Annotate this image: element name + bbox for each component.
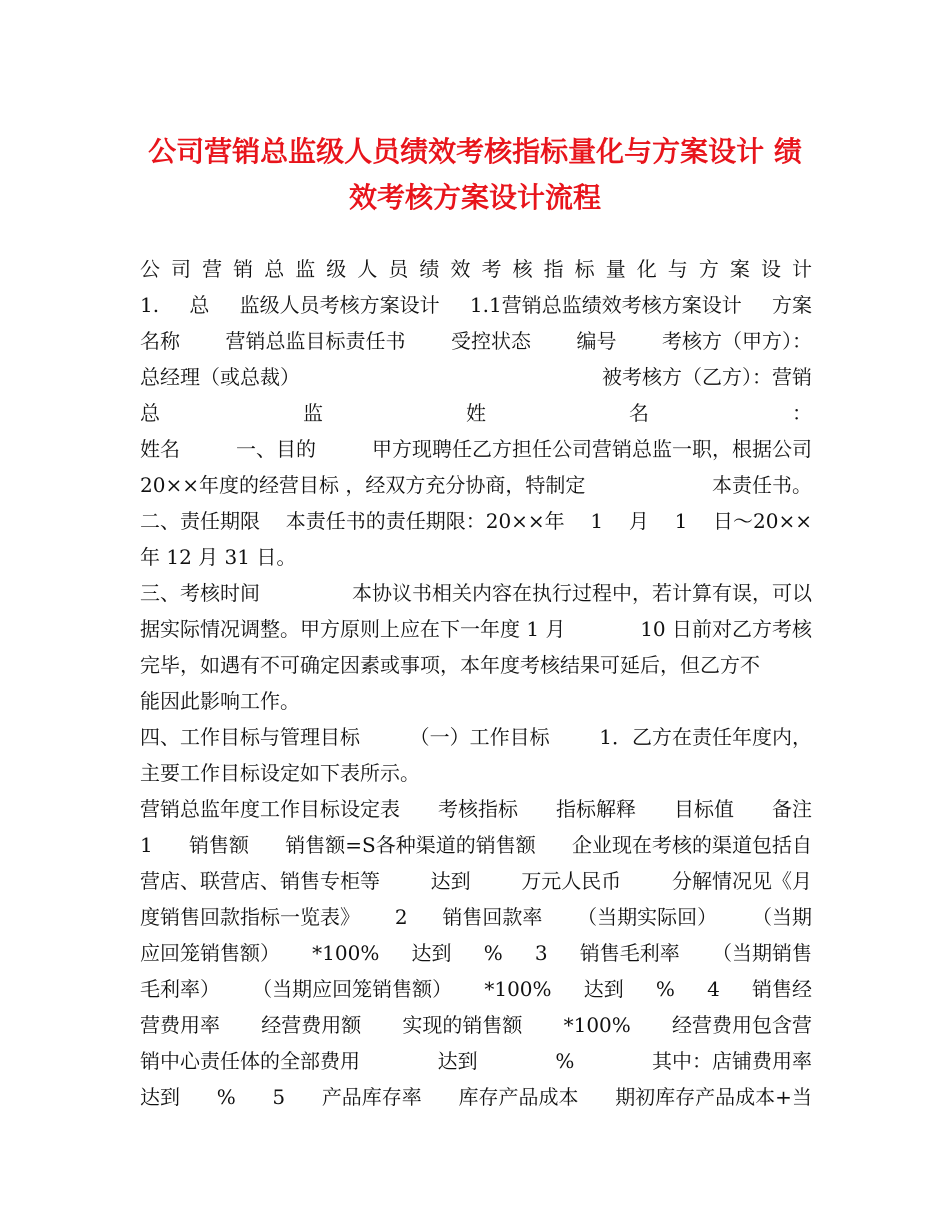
body-line [140, 935, 812, 971]
body-line [140, 863, 812, 899]
document-title-line-1: 公司营销总监级人员绩效考核指标量化与方案设计 绩 [148, 135, 802, 168]
body-line [140, 683, 812, 719]
body-line-segment: 月 [628, 509, 649, 533]
body-line-segment: 效 [450, 257, 471, 281]
body-line [140, 1079, 812, 1115]
body-line-segment: 营店、联营店、销售专柜等 [140, 869, 380, 893]
body-line-segment: 日～20×× [713, 509, 812, 533]
body-line-segment: 营销总监目标责任书 [225, 329, 406, 353]
body-line-segment: 20××年度的经营目标 ，经双方充分协商，特制定 [140, 473, 586, 497]
body-line [140, 287, 812, 323]
body-line-segment: （当期销售 [711, 941, 812, 965]
body-line-segment: 10 日前对乙方考核 [640, 617, 812, 641]
body-line-segment: *100% [484, 977, 552, 1001]
body-line-segment: （当期实际回） [577, 905, 718, 929]
body-line-segment: 产品库存率 [321, 1085, 422, 1109]
body-line [140, 539, 812, 575]
body-line-segment: 分解情况见《月 [671, 869, 812, 893]
body-line-segment: % [555, 1049, 575, 1073]
body-line-segment: 姓名 [140, 437, 180, 461]
body-line-segment: 达到 [583, 977, 624, 1001]
body-line-segment: 企业现在考核的渠道包括自 [572, 833, 812, 857]
body-line-segment: 主要工作目标设定如下表所示。 [140, 761, 420, 785]
body-line-segment: 四、工作目标与管理目标 [140, 725, 360, 749]
body-line-segment: 销售毛利率 [579, 941, 680, 965]
body-line-segment: 万元人民币 [521, 869, 622, 893]
body-line [140, 827, 812, 863]
body-line-segment: 毛利率） [140, 977, 220, 1001]
body-line-segment: 应回笼销售额） [140, 941, 280, 965]
body-line-segment: 与 [667, 257, 688, 281]
body-line-segment: % [483, 941, 503, 965]
body-line-segment: 4 [707, 977, 720, 1001]
body-line-segment: 2 [394, 905, 408, 929]
body-line-segment: 营销总监年度工作目标设定表 [140, 797, 400, 821]
body-line-segment: 目标值 [674, 797, 734, 821]
body-line-segment: 标 [574, 257, 595, 281]
body-line-segment: 年 12 月 31 日。 [140, 545, 297, 569]
body-line-segment: 一、目的 [236, 437, 316, 461]
body-line-segment: 考核指标 [438, 797, 518, 821]
body-line [140, 1043, 812, 1079]
body-line-segment: 指标解释 [556, 797, 636, 821]
body-line-segment: 监级人员考核方案设计 [239, 293, 440, 317]
body-line-segment: 受控状态 [451, 329, 531, 353]
body-line-segment: 司 [171, 257, 192, 281]
body-line-segment: 期初库存产品成本+当 [615, 1085, 812, 1109]
body-line [140, 395, 812, 431]
body-line-segment: 三、考核时间 [140, 581, 260, 605]
body-line-segment: 甲方现聘任乙方担任公司营销总监一职，根据公司 [372, 437, 812, 461]
body-line-segment: 监 [303, 401, 323, 425]
body-line-segment: 能因此影响工作。 [140, 689, 300, 713]
body-line-segment: 营费用率 [140, 1013, 220, 1037]
body-line-segment: 销售经 [751, 977, 812, 1001]
body-line-segment: （一）工作目标 [409, 725, 550, 749]
body-line-segment: 经营费用包含营 [672, 1013, 812, 1037]
body-line-segment: 度销售回款指标一览表》 [140, 905, 360, 929]
body-line-segment: 姓 [466, 401, 486, 425]
body-line [140, 791, 812, 827]
body-line-segment: 名称 [140, 329, 180, 353]
body-line-segment: 本协议书相关内容在执行过程中，若计算有误，可以 [352, 581, 812, 605]
body-line-segment: 人 [357, 257, 378, 281]
body-line-segment: 化 [636, 257, 657, 281]
body-line-segment: 公 [140, 257, 160, 281]
body-line-segment: *100% [312, 941, 380, 965]
body-line [140, 431, 812, 467]
body-line-segment: 编号 [576, 329, 617, 353]
body-line [140, 611, 812, 647]
body-line [140, 755, 812, 791]
body-line-segment: 其中：店铺费用率 [651, 1049, 812, 1073]
body-line-segment: 销 [233, 257, 254, 281]
body-line-segment: 达到 [140, 1085, 180, 1109]
body-line [140, 575, 812, 611]
body-line [140, 323, 812, 359]
body-line-segment: 设 [760, 257, 781, 281]
body-line-segment: 销售回款率 [442, 905, 543, 929]
body-line-segment: 总 [140, 401, 160, 425]
body-line-segment: 经营费用额 [261, 1013, 362, 1037]
body-line-segment: 1. [140, 293, 160, 317]
body-line-segment: 总 [189, 293, 210, 317]
body-line-segment: 级 [326, 257, 347, 281]
body-line [140, 359, 812, 395]
body-line-segment: 总经理（或总裁） [140, 365, 300, 389]
body-line-segment: 方 [698, 257, 719, 281]
body-line-segment: 达到 [430, 869, 471, 893]
body-line-segment: 库存产品成本 [458, 1085, 579, 1109]
body-line-segment: 计 [791, 257, 812, 281]
body-line-segment: 1．乙方在责任年度内， [599, 725, 812, 749]
body-line-segment: 考 [481, 257, 502, 281]
body-line [140, 1007, 812, 1043]
body-line-segment: 营 [202, 257, 223, 281]
body-line-segment: 销中心责任体的全部费用 [140, 1049, 360, 1073]
body-line [140, 251, 812, 287]
body-line-segment: 名 [629, 401, 649, 425]
body-line-segment: 达到 [411, 941, 452, 965]
body-line-segment: 被考核方（乙方）：营销 [602, 365, 812, 389]
body-line [140, 467, 812, 503]
body-line-segment: 员 [388, 257, 409, 281]
body-line-segment: 总 [264, 257, 285, 281]
body-line-segment: 5 [272, 1085, 286, 1109]
body-line [140, 899, 812, 935]
body-line-segment: ： [792, 401, 812, 425]
body-line-segment: 方案 [771, 293, 812, 317]
body-line-segment: 备注 [772, 797, 812, 821]
body-line-segment: 达到 [437, 1049, 478, 1073]
body-line-segment: 指 [543, 257, 564, 281]
body-line-segment: 量 [605, 257, 626, 281]
body-line [140, 503, 812, 539]
body-line-segment: 销售额 [189, 833, 249, 857]
body-line-segment: 案 [729, 257, 750, 281]
body-line [140, 647, 812, 683]
body-line-segment: 完毕，如遇有不可确定因素或事项，本年度考核结果可延后，但乙方不 [140, 653, 760, 677]
body-line-segment: 本责任书。 [712, 473, 812, 497]
body-line-segment: 3 [534, 941, 548, 965]
body-line-segment: 1 [590, 509, 604, 533]
body-line-segment: 绩 [419, 257, 440, 281]
body-line-segment: 实现的销售额 [402, 1013, 523, 1037]
body-line-segment: 考核方（甲方）： [662, 329, 812, 353]
body-line-segment: 1.1营销总监绩效考核方案设计 [469, 293, 742, 317]
body-line-segment: 据实际情况调整。甲方原则上应在下一年度 1 月 [140, 617, 566, 641]
body-line-segment: 销售额=S各种渠道的销售额 [285, 833, 536, 857]
body-line-segment: 核 [512, 257, 533, 281]
body-line-segment: 监 [295, 257, 316, 281]
body-line-segment: 1 [140, 833, 153, 857]
body-line-segment: % [216, 1085, 236, 1109]
body-line [140, 971, 812, 1007]
body-line-segment: 本责任书的责任期限：20××年 [285, 509, 565, 533]
document-title-line-2: 效考核方案设计流程 [348, 181, 601, 214]
body-line-segment: % [655, 977, 675, 1001]
body-line-segment: *100% [563, 1013, 631, 1037]
body-line-segment: 1 [674, 509, 688, 533]
body-line-segment: （当期应回笼销售额） [252, 977, 453, 1001]
body-line-segment: （当期 [751, 905, 812, 929]
body-line [140, 719, 812, 755]
body-line-segment: 二、责任期限 [140, 509, 260, 533]
